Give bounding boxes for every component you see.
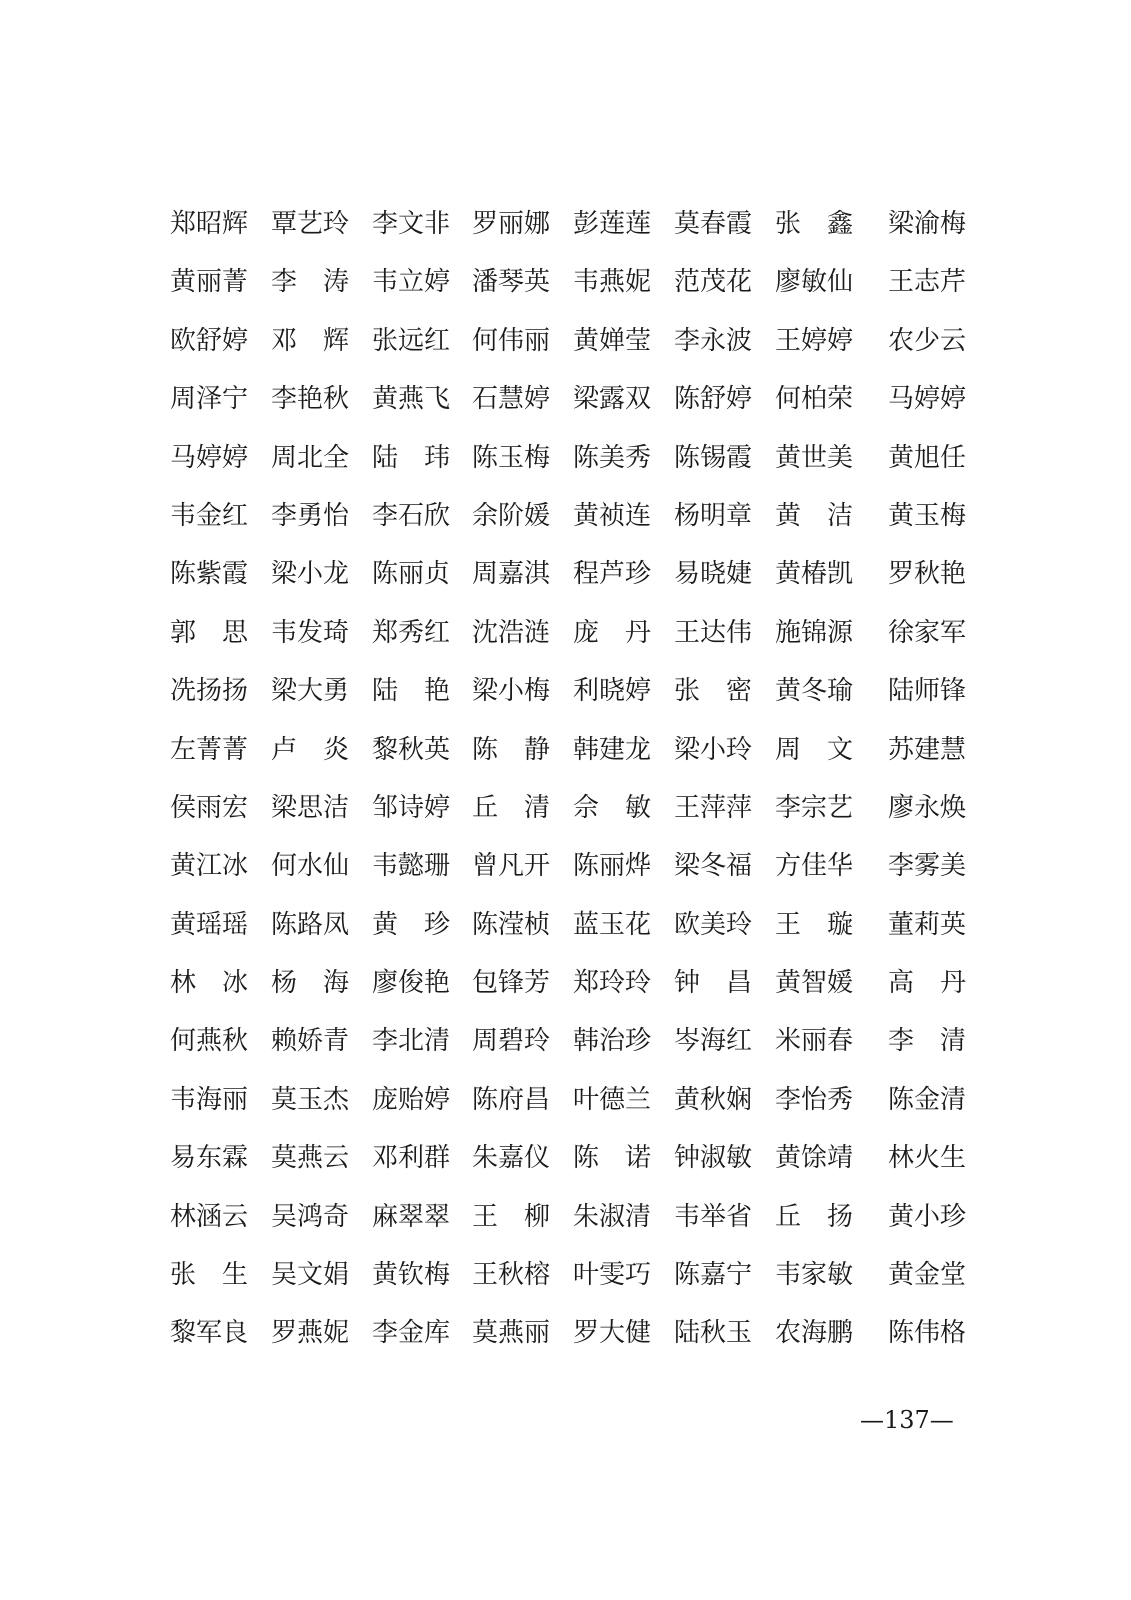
person-name: 陆 玮 <box>372 442 450 473</box>
person-name: 王 志 芹 <box>888 267 967 298</box>
person-name: 邓 利 群 <box>372 1143 451 1174</box>
person-name: 曾 凡 开 <box>472 851 551 882</box>
person-name: 莫 玉 杰 <box>271 1084 350 1115</box>
person-name: 叶 雯 巧 <box>573 1260 652 1291</box>
person-name: 李 清 <box>888 1026 966 1057</box>
person-name: 农 少 云 <box>888 325 967 356</box>
person-name: 罗 丽 娜 <box>472 209 551 239</box>
name-row <box>0 545 1131 603</box>
person-name: 叶 德 兰 <box>573 1084 652 1115</box>
person-name: 易 晓 婕 <box>674 559 753 590</box>
person-name: 李 宗 艺 <box>775 792 854 823</box>
person-name: 欧 美 玲 <box>674 909 753 940</box>
name-row <box>0 604 1131 662</box>
person-name: 陈 滢 桢 <box>472 909 551 940</box>
person-name: 梁 小 龙 <box>271 559 350 590</box>
person-name: 黄 小 珍 <box>888 1201 967 1232</box>
person-name: 何 水 仙 <box>271 851 350 882</box>
person-name: 周 嘉 淇 <box>472 559 551 590</box>
name-row <box>0 312 1131 370</box>
person-name: 吴 鸿 奇 <box>271 1201 350 1232</box>
person-name: 梁 思 洁 <box>271 792 350 823</box>
name-row <box>0 253 1131 311</box>
name-row <box>0 1071 1131 1129</box>
person-name: 李 石 欣 <box>372 500 451 531</box>
person-name: 王 达 伟 <box>674 617 753 648</box>
person-name: 张 生 <box>170 1260 248 1291</box>
person-name: 朱 淑 清 <box>573 1201 652 1232</box>
person-name: 罗 燕 妮 <box>271 1318 350 1349</box>
person-name: 李 勇 怡 <box>271 500 350 531</box>
person-name: 范 茂 花 <box>674 267 753 298</box>
person-name: 黄 冬 瑜 <box>775 676 854 707</box>
person-name: 韦 发 琦 <box>271 617 350 648</box>
person-name: 庞 贻 婷 <box>372 1084 451 1115</box>
person-name: 彭 莲 莲 <box>573 209 652 239</box>
name-row <box>0 779 1131 837</box>
person-name: 郭 思 <box>170 617 248 648</box>
person-name: 张 鑫 <box>775 209 853 239</box>
person-name: 陈 美 秀 <box>573 442 652 473</box>
person-name: 廖 俊 艳 <box>372 968 451 999</box>
person-name: 韦 燕 妮 <box>573 267 652 298</box>
person-name: 施 锦 源 <box>775 617 854 648</box>
person-name: 陈 紫 霞 <box>170 559 249 590</box>
person-name: 黄 馀 靖 <box>775 1143 854 1174</box>
person-name: 李 涛 <box>271 267 349 298</box>
person-name: 韩 治 珍 <box>573 1026 652 1057</box>
person-name: 陈 锡 霞 <box>674 442 753 473</box>
person-name: 陈 丽 烨 <box>573 851 652 882</box>
person-name: 梁 大 勇 <box>271 676 350 707</box>
person-name: 张 远 红 <box>372 325 451 356</box>
person-name: 利 晓 婷 <box>573 676 652 707</box>
person-name: 郑 玲 玲 <box>573 968 652 999</box>
name-row <box>0 370 1131 428</box>
person-name: 黄 瑶 瑶 <box>170 909 249 940</box>
person-name: 徐 家 军 <box>888 617 967 648</box>
person-name: 李 雾 美 <box>888 851 967 882</box>
person-name: 王 秋 榕 <box>472 1260 551 1291</box>
person-name: 黄 祯 连 <box>573 500 652 531</box>
person-name: 钟 昌 <box>674 968 752 999</box>
name-row <box>0 487 1131 545</box>
person-name: 黄 金 堂 <box>888 1260 967 1291</box>
person-name: 何 柏 荣 <box>775 384 854 415</box>
person-name: 梁 小 梅 <box>472 676 551 707</box>
person-name: 陆 艳 <box>372 676 450 707</box>
person-name: 高 丹 <box>888 968 966 999</box>
person-name: 郑 昭 辉 <box>170 209 249 239</box>
person-name: 左 菁 菁 <box>170 734 249 765</box>
person-name: 莫 春 霞 <box>674 209 753 239</box>
person-name: 李 金 库 <box>372 1318 451 1349</box>
person-name: 郑 秀 红 <box>372 617 451 648</box>
person-name: 韦 海 丽 <box>170 1084 249 1115</box>
name-row <box>0 1304 1131 1362</box>
person-name: 黎 军 良 <box>170 1318 249 1349</box>
person-name: 韩 建 龙 <box>573 734 652 765</box>
person-name: 董 莉 英 <box>888 909 967 940</box>
name-row <box>0 1012 1131 1070</box>
name-row <box>0 1129 1131 1187</box>
person-name: 周 文 <box>775 734 853 765</box>
name-row <box>0 954 1131 1012</box>
person-name: 马 婷 婷 <box>888 384 967 415</box>
person-name: 莫 燕 丽 <box>472 1318 551 1349</box>
person-name: 梁 渝 梅 <box>888 209 967 239</box>
person-name: 方 佳 华 <box>775 851 854 882</box>
person-name: 梁 小 玲 <box>674 734 753 765</box>
person-name: 包 锋 芳 <box>472 968 551 999</box>
person-name: 陈 金 清 <box>888 1084 967 1115</box>
person-name: 黄 燕 飞 <box>372 384 451 415</box>
person-name: 杨 海 <box>271 968 349 999</box>
person-name: 陈 府 昌 <box>472 1084 551 1115</box>
person-name: 陆 师 锋 <box>888 676 967 707</box>
person-name: 罗 秋 艳 <box>888 559 967 590</box>
person-name: 周 碧 玲 <box>472 1026 551 1057</box>
person-name: 黄 旭 任 <box>888 442 967 473</box>
person-name: 廖 敏 仙 <box>775 267 854 298</box>
person-name: 黄 珍 <box>372 909 450 940</box>
person-name: 李 艳 秋 <box>271 384 350 415</box>
person-name: 陈 诺 <box>573 1143 651 1174</box>
person-name: 韦 举 省 <box>674 1201 753 1232</box>
name-row <box>0 195 1131 253</box>
person-name: 钟 淑 敏 <box>674 1143 753 1174</box>
person-name: 梁 冬 福 <box>674 851 753 882</box>
person-name: 石 慧 婷 <box>472 384 551 415</box>
name-row <box>0 662 1131 720</box>
person-name: 林 冰 <box>170 968 248 999</box>
person-name: 黄 智 媛 <box>775 968 854 999</box>
person-name: 马 婷 婷 <box>170 442 249 473</box>
person-name: 米 丽 春 <box>775 1026 854 1057</box>
person-name: 李 永 波 <box>674 325 753 356</box>
person-name: 廖 永 焕 <box>888 792 967 823</box>
person-name: 王 婷 婷 <box>775 325 854 356</box>
person-name: 周 泽 宁 <box>170 384 249 415</box>
person-name: 农 海 鹏 <box>775 1318 854 1349</box>
person-name: 周 北 全 <box>271 442 350 473</box>
person-name: 覃 艺 玲 <box>271 209 350 239</box>
person-name: 陈 路 凤 <box>271 909 350 940</box>
person-name: 朱 嘉 仪 <box>472 1143 551 1174</box>
person-name: 黄 洁 <box>775 500 853 531</box>
person-name: 黄 椿 凯 <box>775 559 854 590</box>
person-name: 蓝 玉 花 <box>573 909 652 940</box>
name-row <box>0 721 1131 779</box>
person-name: 韦 家 敏 <box>775 1260 854 1291</box>
person-name: 佘 敏 <box>573 792 651 823</box>
person-name: 王 萍 萍 <box>674 792 753 823</box>
name-row <box>0 896 1131 954</box>
person-name: 卢 炎 <box>271 734 349 765</box>
person-name: 何 伟 丽 <box>472 325 551 356</box>
person-name: 李 怡 秀 <box>775 1084 854 1115</box>
name-row <box>0 429 1131 487</box>
person-name: 黄 丽 菁 <box>170 267 249 298</box>
person-name: 邓 辉 <box>271 325 349 356</box>
person-name: 苏 建 慧 <box>888 734 967 765</box>
name-row <box>0 837 1131 895</box>
person-name: 陈 伟 格 <box>888 1318 967 1349</box>
person-name: 程 芦 珍 <box>573 559 652 590</box>
person-name: 黄 世 美 <box>775 442 854 473</box>
person-name: 麻 翠 翠 <box>372 1201 451 1232</box>
person-name: 黄 婵 莹 <box>573 325 652 356</box>
person-name: 韦 立 婷 <box>372 267 451 298</box>
person-name: 欧 舒 婷 <box>170 325 249 356</box>
person-name: 杨 明 章 <box>674 500 753 531</box>
person-name: 沈 浩 涟 <box>472 617 551 648</box>
person-name: 邹 诗 婷 <box>372 792 451 823</box>
person-name: 梁 露 双 <box>573 384 652 415</box>
person-name: 陈 玉 梅 <box>472 442 551 473</box>
person-name: 林 火 生 <box>888 1143 967 1174</box>
person-name: 赖 娇 青 <box>271 1026 350 1057</box>
person-name: 庞 丹 <box>573 617 651 648</box>
person-name: 潘 琴 英 <box>472 267 551 298</box>
person-name: 陆 秋 玉 <box>674 1318 753 1349</box>
person-name: 陈 舒 婷 <box>674 384 753 415</box>
person-name: 黄 秋 娴 <box>674 1084 753 1115</box>
name-row <box>0 1246 1131 1304</box>
person-name: 韦 金 红 <box>170 500 249 531</box>
person-name: 侯 雨 宏 <box>170 792 249 823</box>
person-name: 冼 扬 扬 <box>170 676 249 707</box>
person-name: 陈 嘉 宁 <box>674 1260 753 1291</box>
person-name: 易 东 霖 <box>170 1143 249 1174</box>
person-name: 岑 海 红 <box>674 1026 753 1057</box>
person-name: 黎 秋 英 <box>372 734 451 765</box>
person-name: 吴 文 娟 <box>271 1260 350 1291</box>
person-name: 罗 大 健 <box>573 1318 652 1349</box>
person-name: 莫 燕 云 <box>271 1143 350 1174</box>
person-name: 林 涵 云 <box>170 1201 249 1232</box>
person-name: 张 密 <box>674 676 752 707</box>
person-name: 韦 懿 珊 <box>372 851 451 882</box>
person-name: 李 北 清 <box>372 1026 451 1057</box>
person-name: 李 文 非 <box>372 209 451 239</box>
person-name: 王 柳 <box>472 1201 550 1232</box>
person-name: 王 璇 <box>775 909 853 940</box>
person-name: 黄 钦 梅 <box>372 1260 451 1291</box>
person-name: 丘 扬 <box>775 1201 853 1232</box>
person-name: 陈 静 <box>472 734 550 765</box>
name-row <box>0 1188 1131 1246</box>
person-name: 黄 玉 梅 <box>888 500 967 531</box>
person-name: 丘 清 <box>472 792 550 823</box>
person-name: 余 阶 媛 <box>472 500 551 531</box>
person-name: 何 燕 秋 <box>170 1026 249 1057</box>
page-number: —137— <box>860 1406 954 1434</box>
person-name: 黄 江 冰 <box>170 851 249 882</box>
names-list <box>0 195 1131 1363</box>
person-name: 陈 丽 贞 <box>372 559 451 590</box>
